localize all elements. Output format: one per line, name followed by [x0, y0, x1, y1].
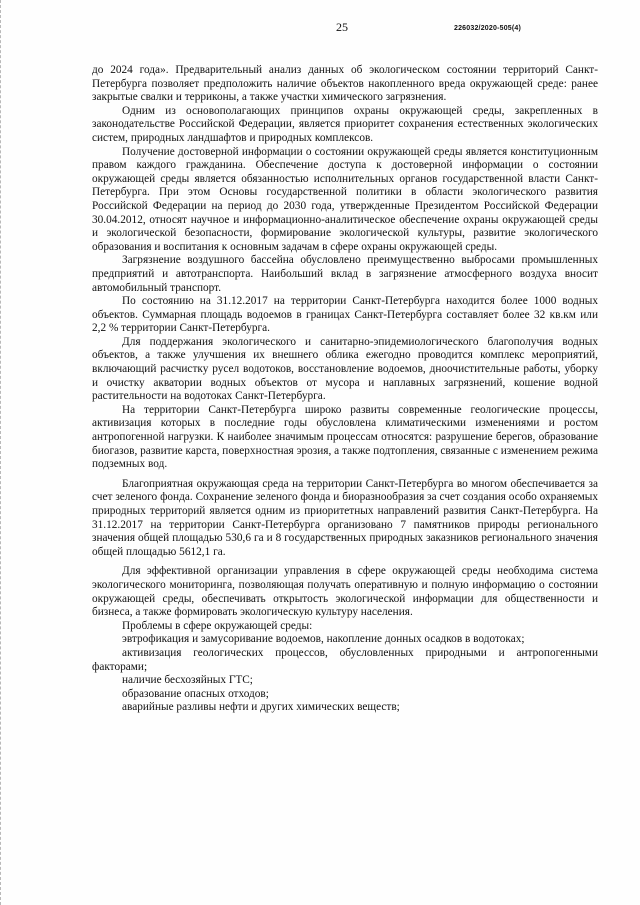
- document-id: 226032/2020-505(4): [454, 25, 522, 32]
- paragraph-air-pollution: Загрязнение воздушного бассейна обусловлено преимущественно выбросами промышленных предприятий и автотранспорта. Наибольший вклад в загрязнение атмосферного воздуха вносит автомобильный транспорт.: [92, 254, 598, 294]
- problems-heading: Проблемы в сфере окружающей среды:: [122, 619, 313, 632]
- paragraph-principles: Одним из основополагающих принципов охраны окружающей среды, закрепленных в законодательстве Российской Федерации, является приоритет сохранения естественных экологических систем, природных ландшафтов и природных комплексов.: [92, 104, 598, 144]
- scan-edge: [0, 0, 6, 905]
- paragraph-water-maintenance: Для поддержания экологического и санитарно-эпидемиологического благополучия водных объектов, а также улучшения их внешнего облика ежегодно проводится комплекс мероприятий, включающий расчистку русел водотоков, восстановление водоемов, дноочистительные работы, уборку и очистку акватории водных объектов от мусора и наплавных загрязнений, кошение водной растительности на водотоках Санкт-Петербурга.: [92, 335, 598, 403]
- paragraph-green-fund: Благоприятная окружающая среда на территории Санкт-Петербурга во многом обеспечивается за счет зеленого фонда. Сохранение зеленого фонда и биоразнообразия за счет создания особо охраняемых природных территорий является одним из приоритетных направлений развития Санкт-Петербурга. На 31.12.2017 на территории Санкт-Петербурга организовано 7 памятников природы регионального значения общей площадью 530,6 га и 8 государственных природных заказников регионального значения общей площадью 5612,1 га.: [92, 477, 598, 558]
- problem-item: активизация геологических процессов, обусловленных природными и антропогенными факторами;: [92, 646, 598, 673]
- document-body: [92, 64, 598, 715]
- problem-item: эвтрофикация и замусоривание водоемов, накопление донных осадков в водотоках;: [122, 633, 525, 646]
- problem-item: образование опасных отходов;: [122, 687, 269, 700]
- paragraph-water-bodies: По состоянию на 31.12.2017 на территории Санкт-Петербурга находится более 1000 водных объектов. Суммарная площадь водоемов в границах Санкт-Петербурга составляет более 32 кв.км или 2,2 % территории Санкт-Петербурга.: [92, 295, 598, 335]
- paragraph-continuation: до 2024 года». Предварительный анализ данных об экологическом состоянии территорий Санкт-Петербурга позволяет предположить наличие объектов накопленного вреда окружающей среде: ранее закрытые свалки и терриконы, а также участки химического загрязнения.: [92, 64, 598, 104]
- paragraph-information-access: Получение достоверной информации о состоянии окружающей среды является конституционным правом каждого гражданина. Обеспечение доступа к достоверной информации о состоянии окружающей среды является обязанностью исполнительных органов государственной власти Санкт-Петербурга. При этом Основы государственной политики в области экологического развития Российской Федерации на период до 2030 года, утвержденные Президентом Российской Федерации 30.04.2012, относят научное и информационно-аналитическое обеспечение охраны окружающей среды и экологической безопасности, формирование экологической культуры, развитие экологического образования и воспитания к основным задачам в сфере охраны окружающей среды.: [92, 145, 598, 253]
- page-number: 25: [336, 20, 348, 34]
- problem-item: аварийные разливы нефти и других химических веществ;: [122, 701, 400, 714]
- paragraph-geology: На территории Санкт-Петербурга широко развиты современные геологические процессы, активизация которых в последние годы обусловлена климатическими изменениями и ростом антропогенной нагрузки. К наиболее значимым процессам относятся: разрушение берегов, образование биогазов, развитие карста, поверхностная эрозия, а также подтопления, связанные с изменением режима подземных вод.: [92, 403, 598, 471]
- paragraph-monitoring: Для эффективной организации управления в сфере окружающей среды необходима система экологического мониторинга, позволяющая получать оперативную и полную информацию о состоянии окружающей среды, обеспечивать открытость экологической информации для общественности и бизнеса, а также формировать экологическую культуру населения.: [92, 565, 598, 619]
- problem-item: наличие бесхозяйных ГТС;: [122, 674, 253, 687]
